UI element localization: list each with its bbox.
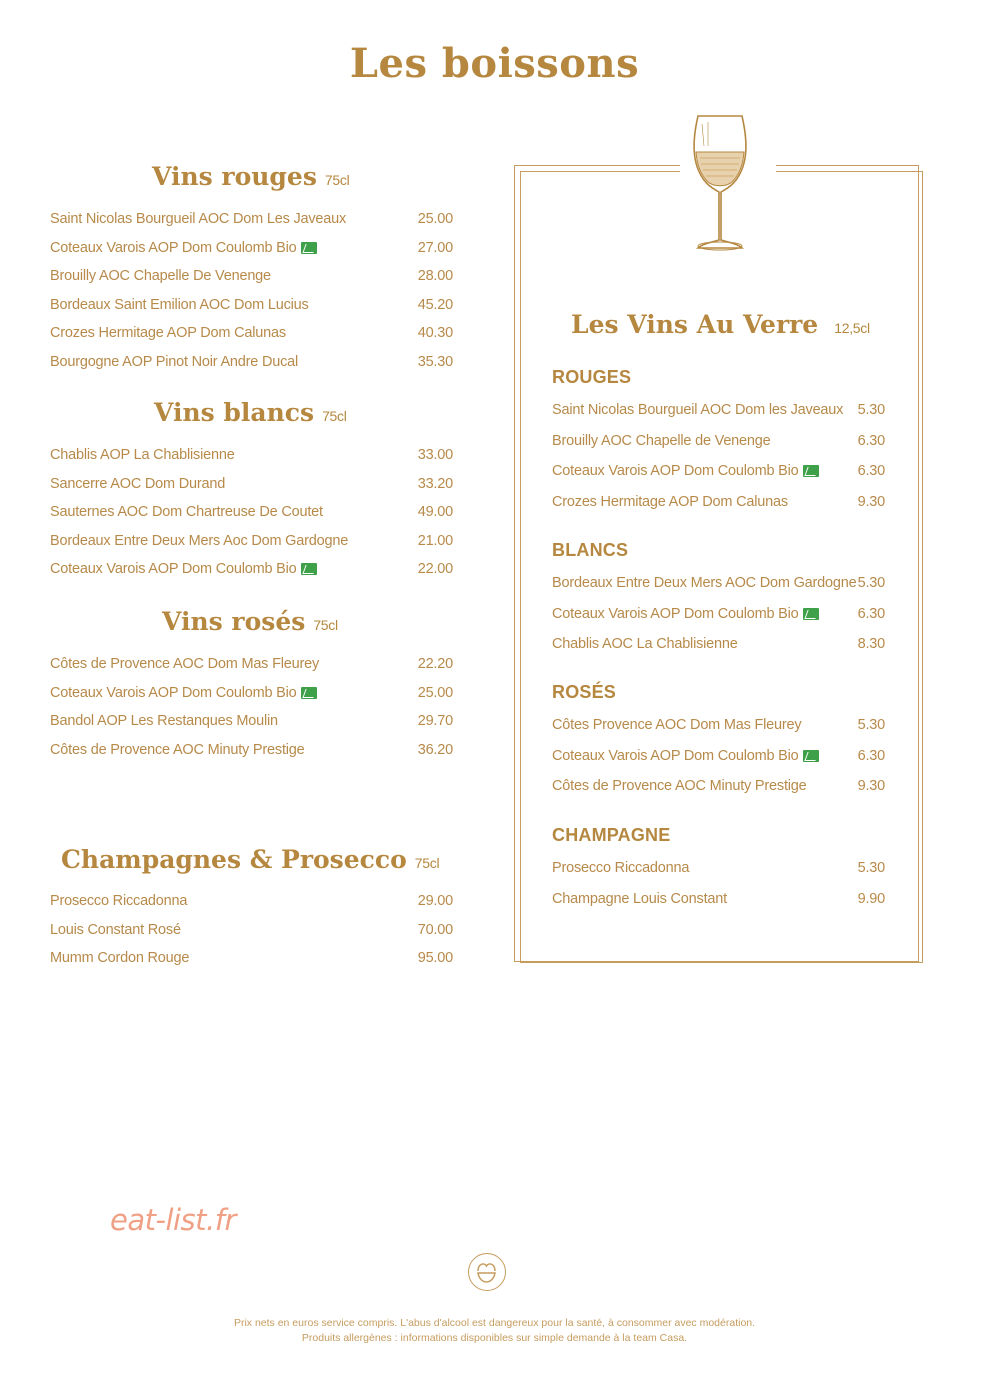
item-price: 95.00 bbox=[417, 950, 453, 967]
category-rouges: ROUGES bbox=[552, 367, 632, 387]
item-name bbox=[50, 354, 298, 370]
item-price: 22.20 bbox=[417, 656, 453, 673]
item-price: 25.00 bbox=[417, 211, 453, 228]
item-name-text: Coteaux Varois AOP Dom Coulomb Bio bbox=[552, 605, 799, 622]
section-title-vins-blancs: Vins blancs 75cl bbox=[154, 398, 347, 427]
item-price: 28.00 bbox=[417, 268, 453, 285]
item-price: 35.30 bbox=[417, 353, 453, 370]
category-roses: ROSÉS bbox=[552, 682, 617, 702]
glass-list-blancs bbox=[552, 568, 885, 660]
page-title: Les boissons bbox=[349, 40, 640, 87]
ab-organic-icon bbox=[803, 608, 819, 620]
ab-organic-icon bbox=[301, 687, 317, 699]
item-name-text: Sauternes AOC Dom Chartreuse De Coutet bbox=[50, 504, 323, 521]
item-price: 9.90 bbox=[857, 890, 885, 907]
item-name-text: Bordeaux Saint Emilion AOC Dom Lucius bbox=[50, 296, 309, 313]
item-name bbox=[552, 717, 801, 733]
item-name bbox=[552, 494, 788, 510]
footer-line-2: Produits allergènes : informations disponibles sur simple demande à la team Casa. bbox=[301, 1332, 688, 1344]
item-name-text: Bordeaux Entre Deux Mers AOC Dom Gardogne bbox=[552, 575, 857, 592]
item-name-text: Brouilly AOC Chapelle de Venenge bbox=[552, 432, 771, 449]
menu-item bbox=[50, 736, 453, 765]
item-name-text: Saint Nicolas Bourgueil AOC Dom Les Javeaux bbox=[50, 211, 347, 228]
menu-item bbox=[50, 498, 453, 527]
item-name-text: Crozes Hermitage AOP Dom Calunas bbox=[552, 493, 788, 510]
item-price: 6.30 bbox=[857, 747, 885, 764]
item-name bbox=[50, 504, 323, 520]
wine-list-blancs bbox=[50, 441, 453, 584]
item-price: 5.30 bbox=[857, 402, 885, 419]
volume-label: 75cl bbox=[414, 855, 440, 871]
item-name bbox=[50, 950, 189, 966]
ab-organic-icon bbox=[301, 563, 317, 575]
item-name bbox=[552, 748, 819, 764]
item-name bbox=[50, 297, 309, 313]
footer-line-1: Prix nets en euros service compris. L'abus d'alcool est dangereux pour la santé, à consommer avec modération. bbox=[233, 1317, 756, 1329]
item-name bbox=[552, 778, 807, 794]
item-name-text: Louis Constant Rosé bbox=[50, 921, 181, 938]
item-price: 25.00 bbox=[417, 684, 453, 701]
item-price: 33.00 bbox=[417, 447, 453, 464]
footer-notice bbox=[0, 1316, 989, 1346]
menu-item bbox=[552, 568, 885, 599]
menu-item bbox=[50, 205, 453, 234]
item-name bbox=[552, 860, 689, 876]
item-name-text: Bandol AOP Les Restanques Moulin bbox=[50, 713, 278, 730]
menu-item bbox=[552, 456, 885, 487]
item-name-text: Brouilly AOC Chapelle De Venenge bbox=[50, 268, 271, 285]
item-name bbox=[552, 891, 727, 907]
menu-item bbox=[552, 599, 885, 630]
section-title-vins-rouges: Vins rouges 75cl bbox=[152, 162, 350, 191]
item-name bbox=[50, 325, 286, 341]
item-name bbox=[50, 685, 317, 701]
item-price: 49.00 bbox=[417, 504, 453, 521]
menu-item bbox=[552, 426, 885, 457]
menu-item bbox=[50, 441, 453, 470]
menu-item bbox=[50, 527, 453, 556]
item-name bbox=[50, 742, 305, 758]
menu-item bbox=[50, 887, 453, 916]
category-blancs: BLANCS bbox=[552, 540, 629, 560]
ab-organic-icon bbox=[301, 242, 317, 254]
wine-list-champagnes bbox=[50, 887, 453, 973]
item-name bbox=[50, 656, 319, 672]
item-name-text: Sancerre AOC Dom Durand bbox=[50, 475, 226, 492]
item-price: 22.00 bbox=[417, 561, 453, 578]
item-name bbox=[552, 463, 819, 479]
wine-list-roses bbox=[50, 650, 453, 764]
glass-list-rouges bbox=[552, 395, 885, 517]
menu-item bbox=[50, 944, 453, 973]
item-name-text: Coteaux Varois AOP Dom Coulomb Bio bbox=[552, 747, 799, 764]
smiley-logo-icon bbox=[468, 1253, 506, 1291]
item-price: 70.00 bbox=[417, 921, 453, 938]
ab-organic-icon bbox=[803, 750, 819, 762]
item-name-text: Bourgogne AOP Pinot Noir Andre Ducal bbox=[50, 353, 299, 370]
volume-label: 75cl bbox=[322, 408, 347, 424]
item-name bbox=[50, 713, 278, 729]
item-price: 5.30 bbox=[857, 717, 885, 734]
item-name bbox=[552, 575, 857, 591]
item-name-text: Coteaux Varois AOP Dom Coulomb Bio bbox=[50, 684, 297, 701]
item-name bbox=[50, 476, 225, 492]
menu-item bbox=[50, 470, 453, 499]
ab-organic-icon bbox=[803, 465, 819, 477]
item-price: 9.30 bbox=[857, 493, 885, 510]
item-price: 6.30 bbox=[857, 605, 885, 622]
section-title-vins-au-verre: Les Vins Au Verre 12,5cl bbox=[571, 310, 870, 339]
item-name-text: Prosecco Riccadonna bbox=[552, 860, 690, 877]
item-name bbox=[552, 606, 819, 622]
item-price: 27.00 bbox=[417, 239, 453, 256]
watermark: eat-list.fr bbox=[110, 1203, 236, 1237]
item-price: 8.30 bbox=[857, 636, 885, 653]
item-name bbox=[50, 211, 346, 227]
menu-item bbox=[552, 771, 885, 802]
item-name-text: Côtes Provence AOC Dom Mas Fleurey bbox=[552, 717, 802, 734]
glass-list-champagne bbox=[552, 853, 885, 914]
section-title-vins-roses: Vins rosés 75cl bbox=[162, 607, 338, 636]
item-price: 5.30 bbox=[857, 575, 885, 592]
item-price: 5.30 bbox=[857, 860, 885, 877]
item-name-text: Saint Nicolas Bourgueil AOC Dom les Javeaux bbox=[552, 402, 844, 419]
item-name bbox=[552, 433, 771, 449]
wine-glass-icon bbox=[688, 112, 752, 254]
item-name bbox=[50, 893, 187, 909]
item-name bbox=[50, 240, 317, 256]
volume-label: 75cl bbox=[324, 172, 350, 188]
item-name-text: Chablis AOP La Chablisienne bbox=[50, 447, 235, 464]
menu-item bbox=[50, 916, 453, 945]
item-price: 45.20 bbox=[417, 296, 453, 313]
item-name-text: Mumm Cordon Rouge bbox=[50, 950, 190, 967]
item-price: 33.20 bbox=[417, 475, 453, 492]
menu-item bbox=[552, 884, 885, 915]
item-price: 40.30 bbox=[417, 325, 453, 342]
item-price: 29.00 bbox=[417, 893, 453, 910]
menu-item bbox=[50, 555, 453, 584]
glass-list-roses bbox=[552, 710, 885, 802]
menu-item bbox=[552, 487, 885, 518]
menu-item bbox=[50, 679, 453, 708]
menu-item bbox=[552, 741, 885, 772]
item-name-text: Prosecco Riccadonna bbox=[50, 893, 188, 910]
item-price: 6.30 bbox=[857, 463, 885, 480]
menu-item bbox=[552, 629, 885, 660]
item-price: 9.30 bbox=[857, 778, 885, 795]
item-name bbox=[50, 922, 181, 938]
item-name-text: Chablis AOC La Chablisienne bbox=[552, 636, 738, 653]
menu-item bbox=[50, 348, 453, 377]
menu-item bbox=[552, 710, 885, 741]
item-price: 29.70 bbox=[417, 713, 453, 730]
item-price: 21.00 bbox=[417, 532, 453, 549]
item-name bbox=[552, 402, 843, 418]
item-name bbox=[552, 636, 738, 652]
item-name-text: Coteaux Varois AOP Dom Coulomb Bio bbox=[552, 463, 799, 480]
item-name-text: Côtes de Provence AOC Minuty Prestige bbox=[50, 741, 305, 758]
category-champagne: CHAMPAGNE bbox=[552, 825, 671, 845]
volume-label: 12,5cl bbox=[834, 320, 870, 336]
wine-list-rouges bbox=[50, 205, 453, 376]
item-name bbox=[50, 533, 348, 549]
item-name bbox=[50, 561, 317, 577]
section-title-champagnes: Champagnes & Prosecco 75cl bbox=[61, 845, 440, 874]
menu-item bbox=[50, 319, 453, 348]
menu-item bbox=[50, 234, 453, 263]
item-name bbox=[50, 447, 235, 463]
menu-item bbox=[50, 650, 453, 679]
menu-item bbox=[552, 395, 885, 426]
item-price: 36.20 bbox=[417, 741, 453, 758]
item-name-text: Crozes Hermitage AOP Dom Calunas bbox=[50, 325, 286, 342]
menu-item bbox=[50, 707, 453, 736]
menu-item bbox=[50, 291, 453, 320]
item-name-text: Champagne Louis Constant bbox=[552, 890, 727, 907]
item-price: 6.30 bbox=[857, 432, 885, 449]
item-name-text: Coteaux Varois AOP Dom Coulomb Bio bbox=[50, 561, 297, 578]
item-name-text: Bordeaux Entre Deux Mers Aoc Dom Gardogne bbox=[50, 532, 349, 549]
item-name bbox=[50, 268, 271, 284]
menu-item bbox=[50, 262, 453, 291]
item-name-text: Côtes de Provence AOC Dom Mas Fleurey bbox=[50, 656, 320, 673]
item-name-text: Coteaux Varois AOP Dom Coulomb Bio bbox=[50, 239, 297, 256]
item-name-text: Côtes de Provence AOC Minuty Prestige bbox=[552, 778, 807, 795]
menu-item bbox=[552, 853, 885, 884]
volume-label: 75cl bbox=[313, 617, 338, 633]
